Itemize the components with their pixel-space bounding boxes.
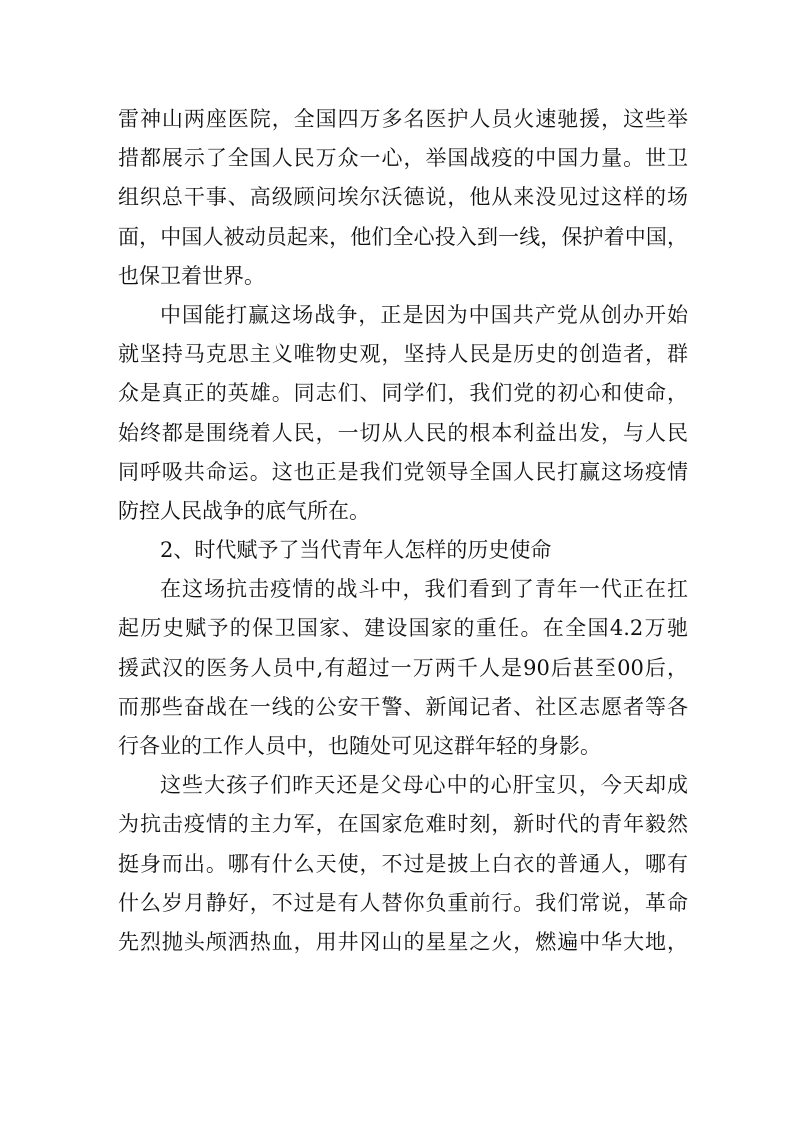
text-line: 同呼吸共命运。这也正是我们党领导全国人民打赢这场疫情 [118, 459, 688, 484]
text-line: 先烈抛头颅洒热血，用井冈山的星星之火，燃遍中华大地， [118, 929, 688, 954]
text-line: 众是真正的英雄。同志们、同学们，我们党的初心和使命， [118, 381, 688, 406]
text-line: 起历史赋予的保卫国家、建设国家的重任。在全国4.2万驰 [118, 616, 688, 641]
text-line: 组织总干事、高级顾问埃尔沃德说，他从来没见过这样的场 [118, 185, 688, 210]
text-line: 什么岁月静好，不过是有人替你负重前行。我们常说，革命 [118, 890, 688, 915]
section-heading: 2、时代赋予了当代青年人怎样的历史使命 [160, 538, 552, 563]
text-line: 防控人民战争的底气所在。 [118, 498, 370, 523]
text-line: 援武汉的医务人员中,有超过一万两千人是90后甚至00后， [118, 655, 688, 680]
text-line: 而那些奋战在一线的公安干警、新闻记者、社区志愿者等各 [118, 694, 688, 719]
text-line: 措都展示了全国人民万众一心，举国战疫的中国力量。世卫 [118, 146, 688, 171]
text-line: 为抗击疫情的主力军，在国家危难时刻，新时代的青年毅然 [118, 812, 688, 837]
text-line: 也保卫着世界。 [118, 263, 265, 288]
text-line: 始终都是围绕着人民，一切从人民的根本利益出发，与人民 [118, 420, 688, 445]
text-line: 就坚持马克思主义唯物史观，坚持人民是历史的创造者，群 [118, 342, 688, 367]
text-line: 面，中国人被动员起来，他们全心投入到一线，保护着中国， [118, 224, 688, 249]
paragraph-first-line: 中国能打赢这场战争，正是因为中国共产党从创办开始 [160, 302, 688, 327]
paragraph-first-line: 在这场抗击疫情的战斗中，我们看到了青年一代正在扛 [160, 577, 688, 602]
paragraph-first-line: 这些大孩子们昨天还是父母心中的心肝宝贝，今天却成 [160, 773, 688, 798]
text-line: 雷神山两座医院，全国四万多名医护人员火速驰援，这些举 [118, 107, 688, 131]
document-body [118, 100, 688, 962]
text-line: 挺身而出。哪有什么天使，不过是披上白衣的普通人，哪有 [118, 851, 688, 876]
text-line: 行各业的工作人员中，也随处可见这群年轻的身影。 [118, 734, 601, 758]
